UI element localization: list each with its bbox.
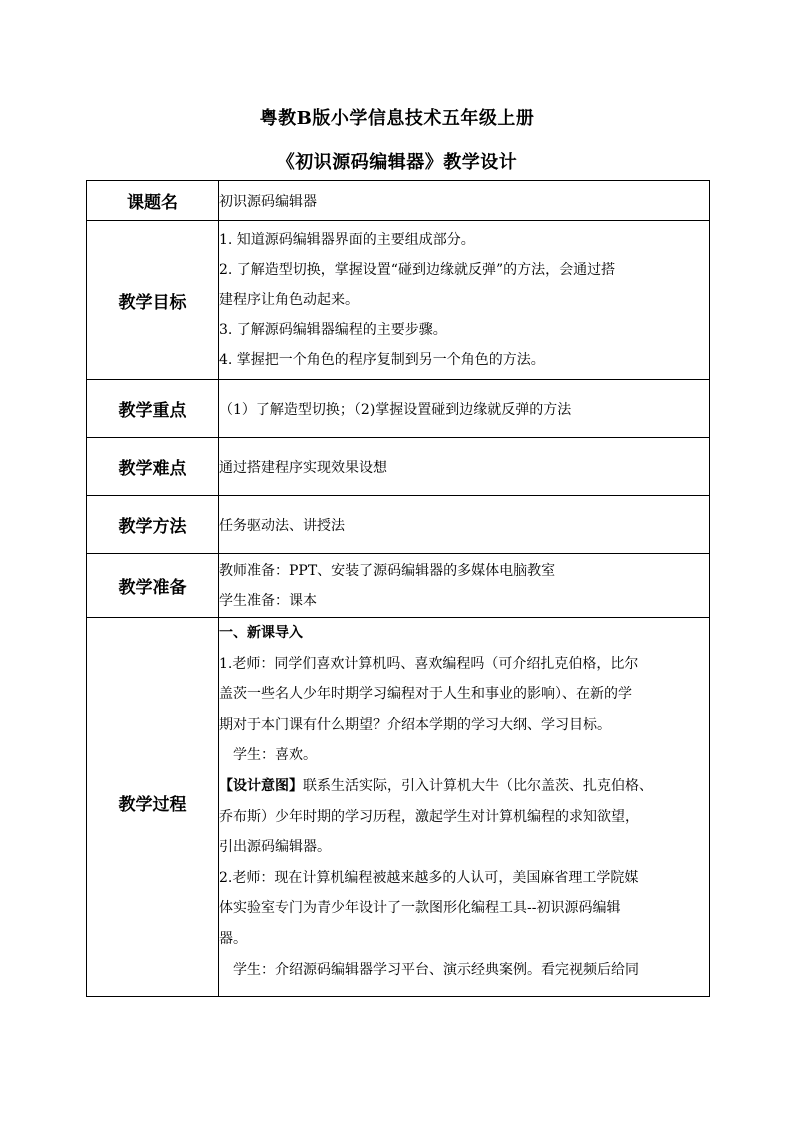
teacher-preparation: 教师准备：PPT、安装了源码编辑器的多媒体电脑教室 xyxy=(219,562,556,579)
methods-value: 任务驱动法、讲授法 xyxy=(219,496,710,554)
design-intent-line xyxy=(219,771,709,802)
goals-cell xyxy=(219,221,710,380)
preparation-label: 教学准备 xyxy=(87,554,219,618)
process-paragraph-line: 器。 xyxy=(219,930,247,947)
difficulties-value: 通过搭建程序实现效果设想 xyxy=(219,438,710,496)
preparation-cell xyxy=(219,554,710,618)
document-title: 粤教B版小学信息技术五年级上册 xyxy=(259,108,535,129)
table-row-key-points xyxy=(87,380,710,438)
process-paragraph-line: 引出源码编辑器。 xyxy=(219,839,331,856)
process-paragraph-line: 体实验室专门为青少年设计了一款图形化编程工具--初识源码编辑 xyxy=(219,900,621,917)
topic-label: 课题名 xyxy=(87,181,219,221)
student-reply: 学生：喜欢。 xyxy=(233,747,317,764)
design-intent-text: 联系生活实际，引入计算机大牛（比尔盖茨、扎克伯格、 xyxy=(303,777,653,794)
process-paragraph-line: 1.老师：同学们喜欢计算机吗、喜欢编程吗（可介绍扎克伯格，比尔 xyxy=(219,655,639,672)
document-subtitle: 《初识源码编辑器》教学设计 xyxy=(276,152,518,173)
methods-label: 教学方法 xyxy=(87,496,219,554)
goal-item: 建程序让角色动起来。 xyxy=(219,292,359,308)
table-row-process xyxy=(87,618,710,997)
goal-item: 3. 了解源码编辑器编程的主要步骤。 xyxy=(219,322,447,338)
process-paragraph-line: 期对于本门课有什么期望？介绍本学期的学习大纲、学习目标。 xyxy=(219,716,611,733)
process-paragraph-line: 2.老师：现在计算机编程被越来越多的人认可，美国麻省理工学院媒 xyxy=(219,869,639,886)
goal-item: 1. 知道源码编辑器界面的主要组成部分。 xyxy=(219,232,475,248)
goals-label: 教学目标 xyxy=(87,221,219,380)
key-points-value: （1）了解造型切换；（2)掌握设置碰到边缘就反弹的方法 xyxy=(219,380,710,438)
process-label: 教学过程 xyxy=(87,618,219,997)
process-paragraph-line: 盖茨一些名人少年时期学习编程对于人生和事业的影响）、在新的学 xyxy=(219,686,632,703)
process-cell xyxy=(219,618,710,997)
section-heading: 一、新课导入 xyxy=(219,625,303,641)
student-intro: 学生：介绍源码编辑器学习平台、演示经典案例。看完视频后给同 xyxy=(233,961,639,978)
goal-item: 2. 了解造型切换，掌握设置“碰到边缘就反弹”的方法，会通过搭 xyxy=(219,262,616,278)
student-preparation: 学生准备：课本 xyxy=(219,592,317,609)
goal-item: 4. 掌握把一个角色的程序复制到另一个角色的方法。 xyxy=(219,352,545,368)
lesson-plan-table xyxy=(86,180,710,997)
table-row-methods xyxy=(87,496,710,554)
table-row-preparation xyxy=(87,554,710,618)
table-row-difficulties xyxy=(87,438,710,496)
table-row-goals xyxy=(87,221,710,380)
process-paragraph-line: 乔布斯）少年时期的学习历程，激起学生对计算机编程的求知欲望， xyxy=(219,808,639,825)
table-row-topic xyxy=(87,181,710,221)
topic-value: 初识源码编辑器 xyxy=(219,181,710,221)
design-intent-tag: 【设计意图】 xyxy=(219,777,303,794)
difficulties-label: 教学难点 xyxy=(87,438,219,496)
key-points-label: 教学重点 xyxy=(87,380,219,438)
